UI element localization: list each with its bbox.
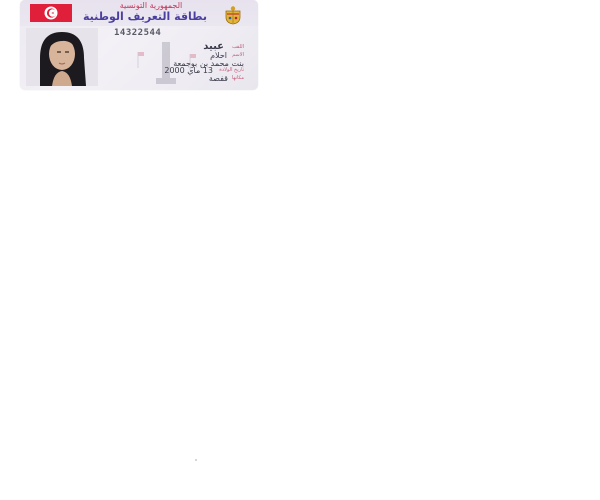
coat-of-arms-icon xyxy=(223,5,243,25)
surname-value: عبيد xyxy=(203,41,224,52)
pob-value: قفصة xyxy=(208,74,228,83)
national-id-card xyxy=(20,0,258,90)
name-value: احلام xyxy=(210,51,227,60)
parentage-value: بنت محمد بن بوجمعة xyxy=(173,59,244,68)
dob-value: 13 ماي 2000 xyxy=(164,66,213,75)
dob-label: تاريخ الولادة xyxy=(219,67,244,73)
republic-text: الجمهورية التونسية xyxy=(119,1,183,10)
id-number: 14322544 xyxy=(114,28,162,38)
card-title: بطاقة التعريف الوطنية xyxy=(83,10,207,23)
scan-speck xyxy=(195,459,197,461)
name-label: الاسم xyxy=(232,52,244,58)
pob-label: مكانها xyxy=(231,75,244,81)
surname-label: اللقب xyxy=(231,44,244,50)
tunisia-flag-icon xyxy=(30,4,72,22)
portrait-photo xyxy=(26,28,98,86)
